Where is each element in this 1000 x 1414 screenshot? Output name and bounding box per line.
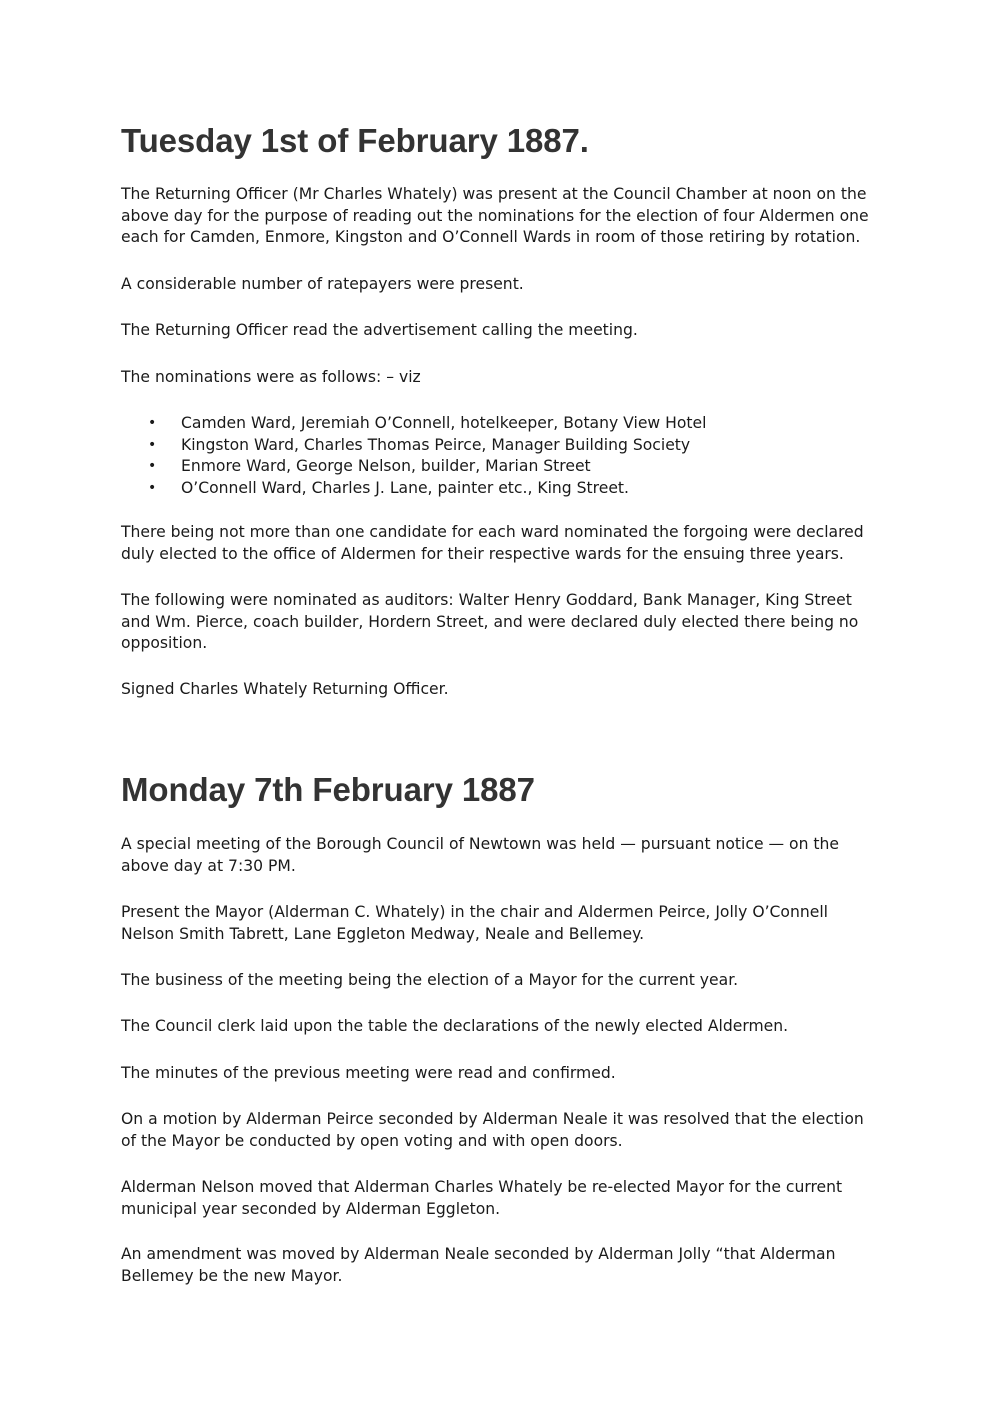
bullet-icon: • bbox=[148, 436, 157, 453]
paragraph-returning-officer: The Returning Officer (Mr Charles Whately) was present at the Council Chamber at noon on the above day for the purpose of reading out the nominations for the election of four Aldermen one each for Camden, Enmore, Kingston and O’Connell Wards in room of those retiring by rotation. bbox=[121, 185, 869, 246]
list-item: • Kingston Ward, Charles Thomas Peirce, Manager Building Society bbox=[121, 435, 881, 457]
section-heading-feb-7: Monday 7th February 1887 bbox=[121, 771, 535, 808]
list-item: • O’Connell Ward, Charles J. Lane, painter etc., King Street. bbox=[121, 478, 881, 500]
bullet-icon: • bbox=[148, 415, 157, 431]
bullet-icon: • bbox=[148, 479, 157, 496]
paragraph-auditors: The following were nominated as auditors: Walter Henry Goddard, Bank Manager, King Street and Wm. Pierce, coach builder, Hordern Street, and were declared duly elected there being no opposition. bbox=[121, 591, 859, 652]
list-item: • Enmore Ward, George Nelson, builder, Marian Street bbox=[121, 456, 881, 478]
nominations-list bbox=[121, 413, 881, 499]
paragraph-open-voting: On a motion by Alderman Peirce seconded by Alderman Neale it was resolved that the election of the Mayor be conducted by open voting and with open doors. bbox=[121, 1110, 864, 1150]
paragraph-amendment: An amendment was moved by Alderman Neale seconded by Alderman Jolly “that Alderman Bellemey be the new Mayor. bbox=[121, 1245, 836, 1285]
paragraph-minutes: The minutes of the previous meeting were read and confirmed. bbox=[121, 1064, 616, 1082]
paragraph-nelson-motion: Alderman Nelson moved that Alderman Charles Whately be re-elected Mayor for the current municipal year seconded by Alderman Eggleton. bbox=[121, 1178, 843, 1218]
paragraph-present: Present the Mayor (Alderman C. Whately) in the chair and Aldermen Peirce, Jolly O’Connell Nelson Smith Tabrett, Lane Eggleton Medway, Neale and Bellemey. bbox=[121, 903, 829, 943]
paragraph-declarations: The Council clerk laid upon the table the declarations of the newly elected Aldermen. bbox=[121, 1017, 789, 1035]
paragraph-business: The business of the meeting being the election of a Mayor for the current year. bbox=[121, 971, 739, 989]
bullet-icon: • bbox=[148, 458, 157, 474]
paragraph-declared-elected: There being not more than one candidate for each ward nominated the forgoing were declared duly elected to the office of Aldermen for their respective wards for the ensuing three years. bbox=[121, 523, 864, 563]
paragraph-ratepayers: A considerable number of ratepayers were present. bbox=[121, 275, 524, 293]
paragraph-nominations-intro: The nominations were as follows: – viz bbox=[121, 368, 421, 386]
list-item: • Camden Ward, Jeremiah O’Connell, hotelkeeper, Botany View Hotel bbox=[121, 413, 881, 435]
paragraph-signature: Signed Charles Whately Returning Officer. bbox=[121, 680, 449, 698]
paragraph-special-meeting: A special meeting of the Borough Council of Newtown was held — pursuant notice — on the above day at 7:30 PM. bbox=[121, 835, 840, 875]
section-heading-feb-1: Tuesday 1st of February 1887. bbox=[121, 122, 589, 159]
paragraph-advertisement: The Returning Officer read the advertisement calling the meeting. bbox=[121, 321, 638, 339]
